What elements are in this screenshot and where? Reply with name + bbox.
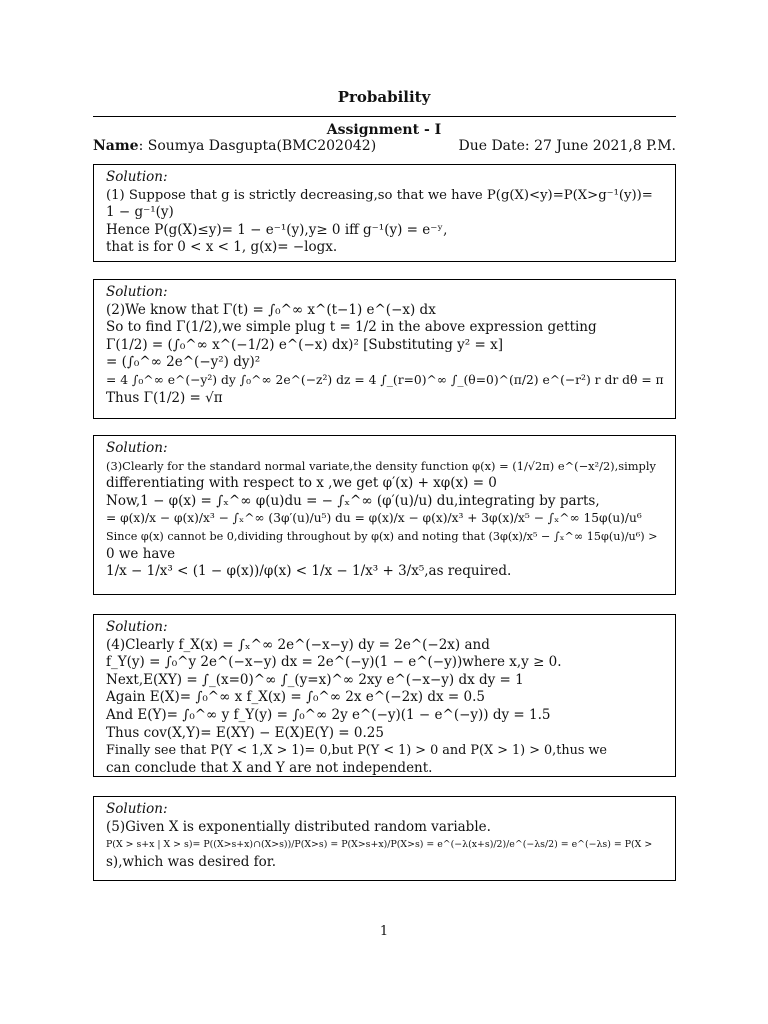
solution-line: 0 we have <box>106 545 176 562</box>
solution-line: Again E(X)= ∫₀^∞ x f_X(x) = ∫₀^∞ 2x e^(−2x) dx = 0.5 <box>106 689 485 706</box>
solution-line: P(X > s+x | X > s)= P((X>s+x)∩(X>s))/P(X>s) = P(X>s+x)/P(X>s) = e^(−λ(x+s)/2)/e^(−λs/2) = e^(−λs) = P(X > <box>106 839 653 851</box>
solution-line: 1/x − 1/x³ < (1 − φ(x))/φ(x) < 1/x − 1/x³ + 3/x⁵,as required. <box>106 563 512 580</box>
solution-line: Now,1 − φ(x) = ∫ₓ^∞ φ(u)du = − ∫ₓ^∞ (φ′(u)/u) du,integrating by parts, <box>106 492 600 509</box>
solution-line: = φ(x)/x − φ(x)/x³ − ∫ₓ^∞ (3φ′(u)/u⁵) du = φ(x)/x − φ(x)/x³ + 3φ(x)/x⁵ − ∫ₓ^∞ 15φ(u)/u⁶ <box>106 511 642 526</box>
solution-line: (3)Clearly for the standard normal variate,the density function φ(x) = (1/√2π) e^(−x²/2),simply <box>106 458 656 473</box>
student-name <box>93 138 376 154</box>
solution-line: (4)Clearly f_X(x) = ∫ₓ^∞ 2e^(−x−y) dy = 2e^(−2x) and <box>106 636 490 653</box>
page-number: 1 <box>379 924 389 939</box>
solution-box-2 <box>93 279 676 419</box>
solution-line: Next,E(XY) = ∫_(x=0)^∞ ∫_(y=x)^∞ 2xy e^(−x−y) dx dy = 1 <box>106 671 524 688</box>
solution-box-5 <box>93 796 676 881</box>
solution-label: Solution: <box>106 801 168 817</box>
solution-line: f_Y(y) = ∫₀^y 2e^(−x−y) dx = 2e^(−y)(1 − e^(−y))where x,y ≥ 0. <box>106 654 562 671</box>
assignment-title: Assignment - I <box>326 122 442 138</box>
solution-line: Γ(1/2) = (∫₀^∞ x^(−1/2) e^(−x) dx)² [Substituting y² = x] <box>106 336 503 353</box>
solution-line: (2)We know that Γ(t) = ∫₀^∞ x^(t−1) e^(−x) dx <box>106 301 436 318</box>
name-value: : Soumya Dasgupta(BMC202042) <box>138 138 377 154</box>
solution-line: 1 − g⁻¹(y) <box>106 204 174 221</box>
solution-line: = 4 ∫₀^∞ e^(−y²) dy ∫₀^∞ 2e^(−z²) dz = 4 ∫_(r=0)^∞ ∫_(θ=0)^(π/2) e^(−r²) r dr dθ = π <box>106 372 664 387</box>
solution-label: Solution: <box>106 440 168 456</box>
solution-box-4 <box>93 614 676 777</box>
solution-label: Solution: <box>106 284 168 300</box>
solution-line: Thus cov(X,Y)= E(XY) − E(X)E(Y) = 0.25 <box>106 724 384 741</box>
solution-line: Hence P(g(X)≤y)= 1 − e⁻¹(y),y≥ 0 iff g⁻¹(y) = e⁻ʸ, <box>106 221 448 238</box>
solution-line: Thus Γ(1/2) = √π <box>106 389 223 406</box>
solution-box-1 <box>93 164 676 262</box>
solution-line: Finally see that P(Y < 1,X > 1)= 0,but P(Y < 1) > 0 and P(X > 1) > 0,thus we <box>106 743 607 759</box>
solution-line: Since φ(x) cannot be 0,dividing throughout by φ(x) and noting that (3φ(x)/x⁵ − ∫ₓ^∞ 15φ(u)/u⁶) > <box>106 529 658 543</box>
solution-line: And E(Y)= ∫₀^∞ y f_Y(y) = ∫₀^∞ 2y e^(−y)(1 − e^(−y)) dy = 1.5 <box>106 706 551 723</box>
due-date: Due Date: 27 June 2021,8 P.M. <box>458 138 676 154</box>
document-title: Probability <box>337 88 431 106</box>
title-rule <box>93 116 676 117</box>
solution-line: differentiating with respect to x ,we get φ′(x) + xφ(x) = 0 <box>106 475 497 492</box>
solution-line: that is for 0 < x < 1, g(x)= −logx. <box>106 239 338 256</box>
solution-line: can conclude that X and Y are not independent. <box>106 759 433 776</box>
solution-line: So to find Γ(1/2),we simple plug t = 1/2 in the above expression getting <box>106 319 597 336</box>
solution-line: = (∫₀^∞ 2e^(−y²) dy)² <box>106 354 261 371</box>
solution-line: s),which was desired for. <box>106 853 277 870</box>
name-row <box>93 138 676 154</box>
solution-line: (5)Given X is exponentially distributed random variable. <box>106 818 491 835</box>
solution-box-3 <box>93 435 676 595</box>
name-label: Name <box>93 138 139 154</box>
solution-label: Solution: <box>106 169 168 185</box>
solution-line: (1) Suppose that g is strictly decreasing,so that we have P(g(X)<y)=P(X>g⁻¹(y))= <box>106 187 653 203</box>
solution-label: Solution: <box>106 619 168 635</box>
